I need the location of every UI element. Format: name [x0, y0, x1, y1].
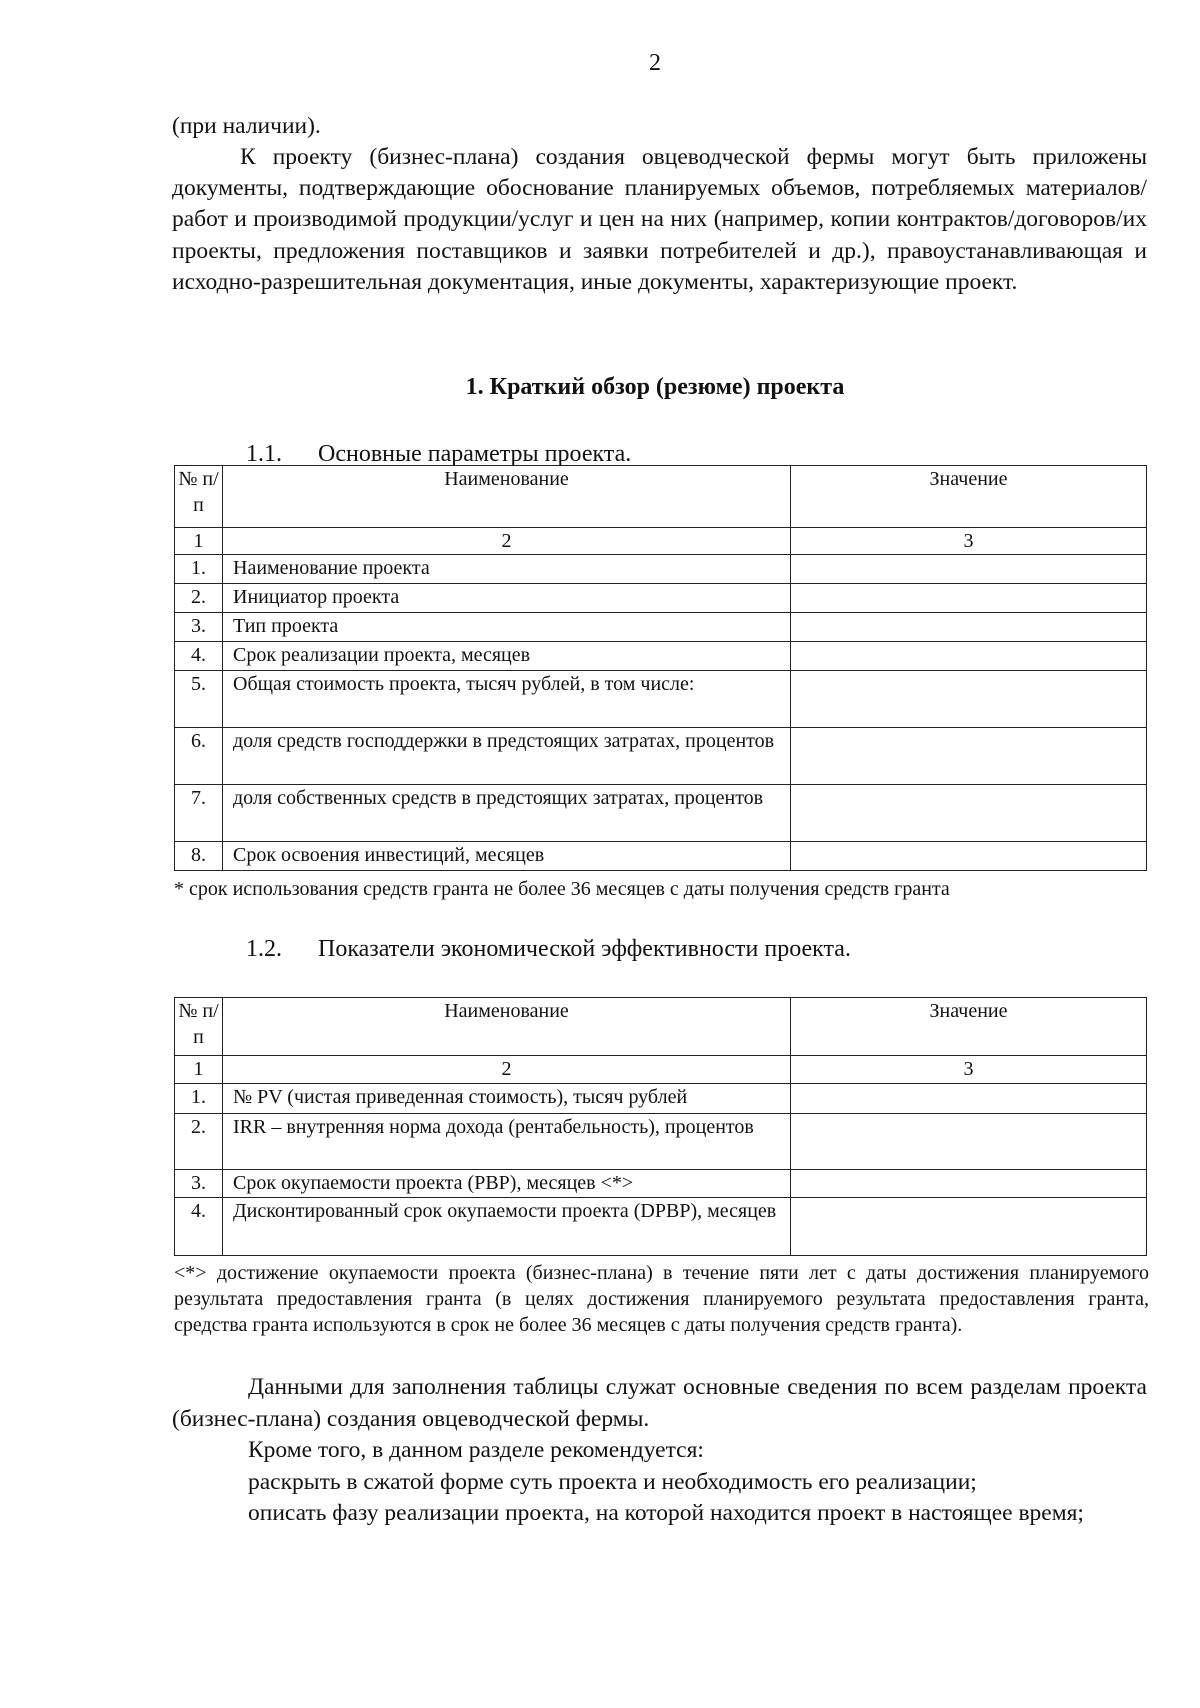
row-value — [791, 671, 1147, 728]
table1-title: Основные параметры проекта. — [318, 441, 632, 467]
row-number: 7. — [175, 785, 223, 842]
table-row — [175, 555, 1147, 584]
table-project-parameters — [174, 465, 1147, 871]
table-row — [175, 785, 1147, 842]
closing-text — [172, 1372, 1147, 1530]
row-name: Срок реализации проекта, месяцев — [223, 642, 791, 671]
row-value — [791, 785, 1147, 842]
row-value — [791, 642, 1147, 671]
row-number: 3. — [175, 1170, 223, 1198]
table1-colnum-1: 1 — [175, 528, 223, 555]
row-number: 1. — [175, 1084, 223, 1114]
table2-colnum-3: 3 — [791, 1056, 1147, 1084]
closing-paragraph: Кроме того, в данном разделе рекомендуется: — [248, 1437, 704, 1463]
row-number: 8. — [175, 842, 223, 871]
row-name: № PV (чистая приведенная стоимость), тысяч рублей — [223, 1084, 791, 1114]
row-number: 2. — [175, 1114, 223, 1170]
row-name: Общая стоимость проекта, тысяч рублей, в том числе: — [223, 671, 791, 728]
table-row — [175, 613, 1147, 642]
row-value — [791, 1198, 1147, 1256]
row-number: 1. — [175, 555, 223, 584]
table1-header-value: Значение — [791, 466, 1147, 528]
section-heading: 1. Краткий обзор (резюме) проекта — [465, 374, 845, 400]
table-row — [175, 842, 1147, 871]
table-row — [175, 1084, 1147, 1114]
table-economic-efficiency — [174, 997, 1147, 1256]
table2-footnote: <*> достижение окупаемости проекта (бизнес-плана) в течение пяти лет с даты достижения планируемого результата предоставления гранта (в целях достижения планируемого результата предоставления гранта, средства гранта используются в срок не более 36 месяцев с даты получения средств гранта). — [174, 1262, 1149, 1336]
intro-continuation: (при наличии). — [172, 113, 321, 139]
table1-header-name: Наименование — [223, 466, 791, 528]
table1-header-row — [175, 466, 1147, 528]
row-number: 5. — [175, 671, 223, 728]
row-number: 4. — [175, 642, 223, 671]
table1-footnote: * срок использования средств гранта не более 36 месяцев с даты получения средств гранта — [174, 878, 950, 900]
page-number: 2 — [649, 50, 661, 76]
row-number: 3. — [175, 613, 223, 642]
table1-caption — [246, 441, 631, 468]
table-row — [175, 728, 1147, 785]
table-row — [175, 584, 1147, 613]
table1-colnum-2: 2 — [223, 528, 791, 555]
table2-title: Показатели экономической эффективности проекта. — [318, 936, 851, 962]
table-row — [175, 1170, 1147, 1198]
row-value — [791, 613, 1147, 642]
table2-header-row — [175, 998, 1147, 1056]
closing-paragraph: раскрыть в сжатой форме суть проекта и необходимость его реализации; — [248, 1468, 977, 1495]
closing-paragraph: описать фазу реализации проекта, на которой находится проект в настоящее время; — [248, 1500, 1084, 1526]
row-value — [791, 842, 1147, 871]
row-number: 4. — [175, 1198, 223, 1256]
row-number: 2. — [175, 584, 223, 613]
intro-paragraph: К проекту (бизнес-плана) создания овцеводческой фермы могут быть приложены документы, подтверждающие обоснование планируемых объемов, потребляемых материалов/работ и производимой продукции/услуг и цен на них (например, копии контрактов/договоров/их проекты, предложения поставщиков и заявки потребителей и др.), правоустанавливающая и исходно-разрешительная документация, иные документы, характеризующие проект. — [172, 144, 1147, 295]
table-row — [175, 1114, 1147, 1170]
table2-header-num: № п/п — [175, 998, 223, 1056]
table1-colnum-3: 3 — [791, 528, 1147, 555]
closing-paragraph: Данными для заполнения таблицы служат основные сведения по всем разделам проекта (бизнес-плана) создания овцеводческой фермы. — [172, 1374, 1147, 1432]
row-value — [791, 555, 1147, 584]
row-name: доля средств господдержки в предстоящих затратах, процентов — [223, 728, 791, 785]
row-value — [791, 1170, 1147, 1198]
row-name: Инициатор проекта — [223, 584, 791, 613]
row-name: доля собственных средств в предстоящих затратах, процентов — [223, 785, 791, 842]
table2-caption — [246, 936, 851, 963]
row-name: Срок окупаемости проекта (PBP), месяцев <*> — [223, 1170, 791, 1198]
row-value — [791, 1114, 1147, 1170]
table2-colnum-2: 2 — [223, 1056, 791, 1084]
table2-colnum-row — [175, 1056, 1147, 1084]
row-name: Дисконтированный срок окупаемости проекта (DPBP), месяцев — [223, 1198, 791, 1256]
table-row — [175, 642, 1147, 671]
row-name: Наименование проекта — [223, 555, 791, 584]
table2-number: 1.2. — [246, 936, 282, 962]
table2-colnum-1: 1 — [175, 1056, 223, 1084]
row-number: 6. — [175, 728, 223, 785]
table-row — [175, 1198, 1147, 1256]
row-value — [791, 728, 1147, 785]
table2-header-value: Значение — [791, 998, 1147, 1056]
row-value — [791, 1084, 1147, 1114]
table2-header-name: Наименование — [223, 998, 791, 1056]
row-name: Срок освоения инвестиций, месяцев — [223, 842, 791, 871]
row-name: IRR – внутренняя норма дохода (рентабельность), процентов — [223, 1114, 791, 1170]
row-value — [791, 584, 1147, 613]
table1-header-num: № п/п — [175, 466, 223, 528]
table1-number: 1.1. — [246, 441, 282, 467]
row-name: Тип проекта — [223, 613, 791, 642]
table1-colnum-row — [175, 528, 1147, 555]
table-row — [175, 671, 1147, 728]
